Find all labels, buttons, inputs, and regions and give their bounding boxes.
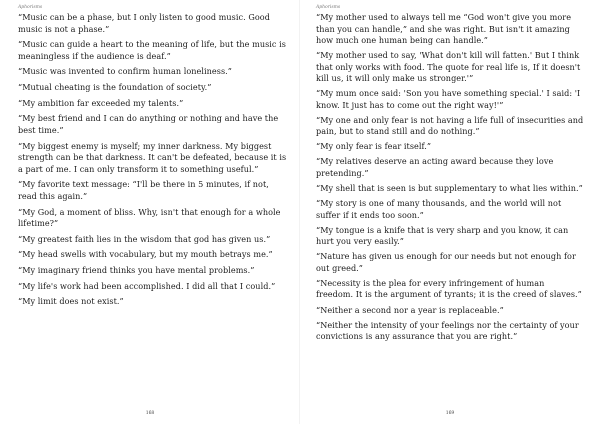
- quote: “My relatives deserve an acting award because they love pretending.”: [316, 156, 554, 178]
- quote: “My mother used to say, 'What don't kill will fatten.' But I think that only works with food. The quote for real life is, If it doesn't kill us, it will only make us stronger.'”: [316, 50, 581, 84]
- quote: “My only fear is fear itself.”: [316, 141, 432, 152]
- quote: “My tongue is a knife that is very sharp and you know, it can hurt you very easily.”: [316, 224, 569, 247]
- quote: “My story is one of many thousands, and the world will not suffer if it ends too soon.”: [316, 198, 562, 220]
- quote: “My favorite text message: “I'll be there in 5 minutes, if not, read this again.”: [18, 179, 269, 201]
- quote: “My mum once said: 'Son you have something special.' I said: 'I know. It just has to come out the right way!'”: [316, 88, 581, 110]
- quote: “Music was invented to confirm human loneliness.”: [18, 66, 232, 77]
- quote: “Neither a second nor a year is replaceable.”: [316, 304, 504, 315]
- quote: “Necessity is the plea for every infringement of human freedom. It is the argument of tyrants; it is the creed of slaves.”: [316, 277, 582, 300]
- quote: “My biggest enemy is myself; my inner darkness. My biggest strength can be that darkness. It can't be defeated, because it is a part of me. I can only transform it to something useful.”: [18, 140, 287, 174]
- running-head: Aphorisms: [316, 5, 341, 10]
- quote: “My one and only fear is not having a life full of insecurities and pain, but to stand still and do nothing.”: [316, 114, 584, 137]
- quote: “My ambition far exceeded my talents.”: [18, 97, 184, 108]
- quote: “Nature has given us enough for our needs but not enough for out greed.”: [316, 251, 576, 273]
- quote: “My limit does not exist.”: [18, 296, 124, 307]
- quote: “Neither the intensity of your feelings nor the certainty of your convictions is any assurance that you are right.”: [316, 319, 579, 342]
- quote: “My shell that is seen is but supplementary to what lies within.”: [316, 183, 583, 194]
- quote: “My head swells with vocabulary, but my mouth betrays me.”: [18, 249, 273, 260]
- running-head: Aphorisms: [18, 5, 43, 10]
- quote: “My mother used to always tell me “God won't give you more than you can handle,” and she was right. But isn't it amazing how much one human being can handle.”: [316, 12, 572, 45]
- quote-list: [316, 12, 584, 343]
- quote: “Music can be a phase, but I only listen to good music. Good music is not a phase.”: [18, 12, 270, 34]
- page-number: 168: [145, 411, 155, 416]
- quote: “Mutual cheating is the foundation of society.”: [18, 82, 212, 93]
- quote: “Music can guide a heart to the meaning of life, but the music is meaningless if the audience is deaf.”: [18, 39, 286, 61]
- quote: “My best friend and I can do anything or nothing and have the best time.”: [18, 113, 279, 135]
- quote: “My imaginary friend thinks you have mental problems.”: [18, 265, 255, 276]
- quote-list: [18, 12, 288, 308]
- quote: “My greatest faith lies in the wisdom that god has given us.”: [18, 233, 271, 244]
- quote: “My life's work had been accomplished. I did all that I could.”: [18, 280, 276, 291]
- quote: “My God, a moment of bliss. Why, isn't that enough for a whole lifetime?”: [18, 206, 281, 228]
- right-page: [300, 0, 600, 424]
- page-number: 169: [445, 411, 455, 416]
